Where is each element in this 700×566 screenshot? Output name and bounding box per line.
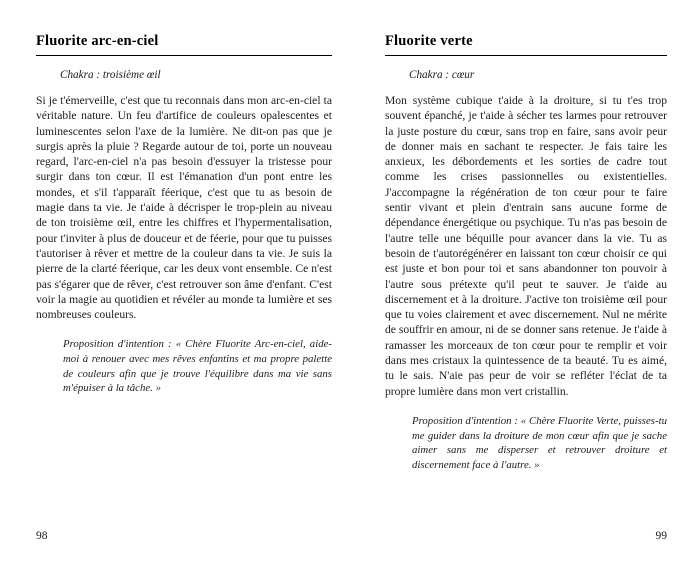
intention-text-left: Proposition d'intention : « Chère Fluorite Arc-en-ciel, aide-moi à renouer avec mes rêves enfantins et ma propre palette de couleurs afin que je trouve l'équilibre dans ma vie sans m'épuiser à la tâche. »	[63, 338, 332, 395]
body-text-left: Si je t'émerveille, c'est que tu reconnais dans mon arc-en-ciel ta véritable nature. Un feu d'artifice de couleurs opalescentes et luminescentes selon l'axe de la lumière. Ne dit-on pas que je surgis après la pluie ? Regarde autour de toi, porte un nouveau regard, l'arc-en-ciel n'a pas besoin d'essuyer la tristesse pour surgir dans ton cœur. Il est l'émanation d'un pont entre les mondes, et s'il t'apparaît féerique, c'est que tu as besoin de magie dans ta vie. Je t'aide à décrisper le trop-plein au niveau de ton troisième œil, entre les chiffres et l'hypermentalisation, pour t'inviter à plus de douceur et de féerie, pour que tu puisses t'autoriser à rêver et mettre de la couleur dans ta vie. Je suis la pierre de la clarté féerique, car les deux vont ensemble. Ce n'est pas s'égarer que de rêver, c'est retrouver son âme d'enfant. C'est voir la magie au quotidien et révéler au monde ta lumière et ses nombreuses couleurs.	[36, 94, 332, 322]
page-right	[350, 0, 700, 566]
chakra-line-left: Chakra : troisième œil	[60, 69, 161, 81]
page-title-left: Fluorite arc-en-ciel	[36, 33, 332, 56]
chakra-line-right: Chakra : cœur	[409, 69, 475, 81]
page-title-right: Fluorite verte	[385, 33, 667, 56]
body-text-right: Mon système cubique t'aide à la droiture, si tu t'es trop souvent épanché, je t'aide à sécher tes larmes pour retrouver la juste posture du cœur, sans trop en faire, sans avoir peur de donner mais en sachant te respecter. Je fais taire les anxieux, les débordements et les sorties de cadre tout comme les crises passionnelles ou existentielles. J'accompagne la régénération de ton cœur pour te faire sentir vivant et plein d'entrain sans aucune forme de dépendance énergétique ou psychique. Tu n'as pas besoin de l'autre telle une béquille pour avancer dans la vie. Tu as besoin de t'autorégénérer en laissant ton cœur choisir ce qui est juste et bon pour toi et sans abandonner ton pouvoir à l'autre sous prétexte qu'il peut te sauver. Je t'aide au discernement et à la droiture. J'active ton troisième œil pour que tu voies clairement et avec discernement. Nul ne mérite de souffrir en amour, ni de se donner sans retenue. Je t'aide à ramasser les morceaux de ton cœur pour te remplir et voir dans mes cristaux la quintessence de ta beauté. Tu es aimé, tu le sais. N'aie pas peur de voir se refléter l'éclat de ta propre lumière dans mon vert cristallin.	[385, 94, 667, 398]
page-number-right: 99	[655, 530, 667, 542]
intention-text-right: Proposition d'intention : « Chère Fluorite Verte, puisses-tu me guider dans la droiture de mon cœur afin que je sache aimer sans me disperser et retrouver droiture et discernement face à l'autre. »	[412, 414, 667, 471]
page-number-left: 98	[36, 530, 48, 542]
